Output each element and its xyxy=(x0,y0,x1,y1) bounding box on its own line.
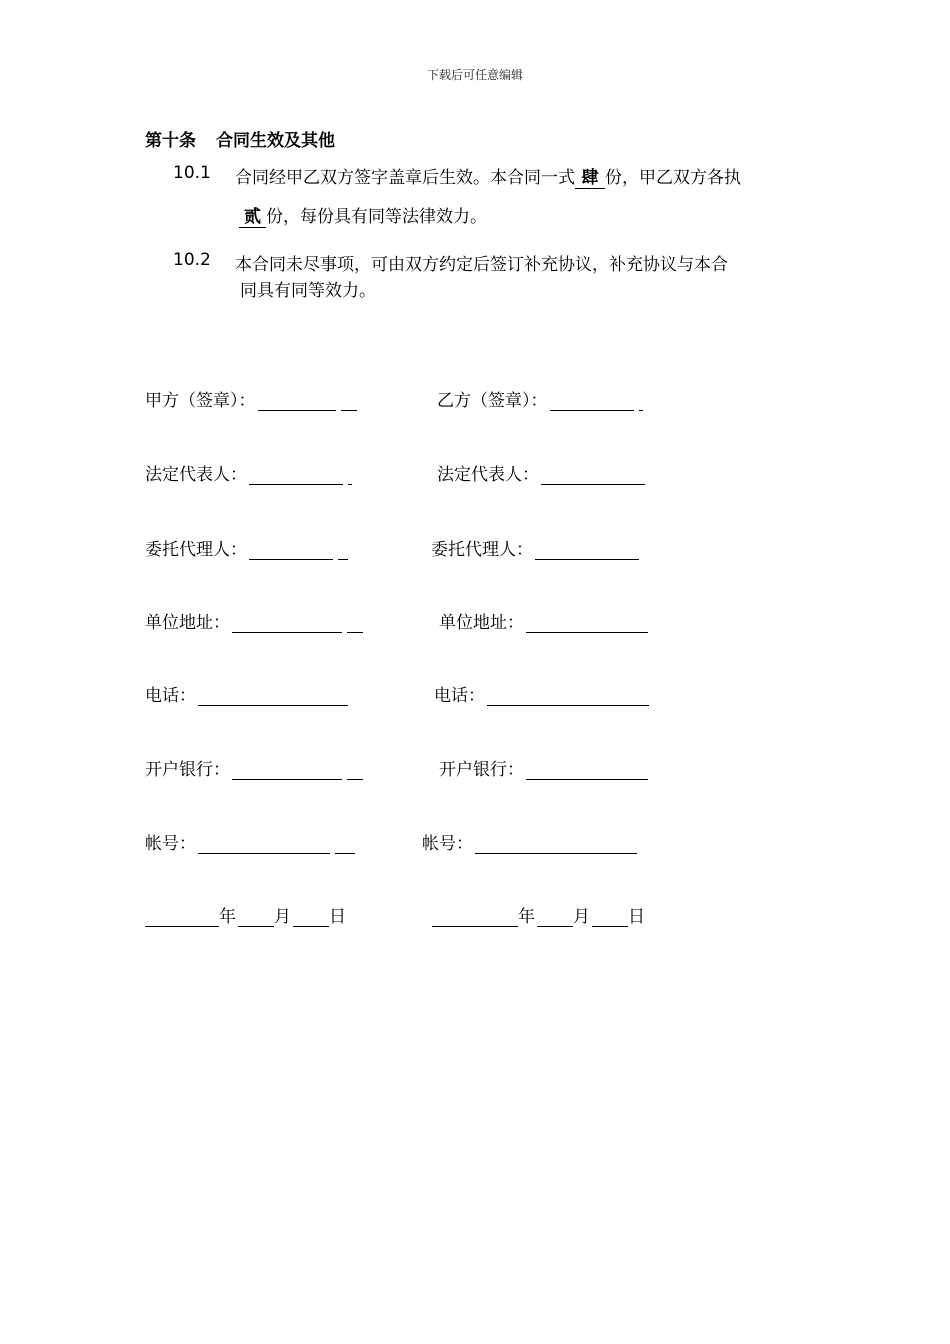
field-label: 帐号： xyxy=(145,834,196,854)
fill-line[interactable] xyxy=(258,392,336,411)
day-label: 日 xyxy=(329,907,346,927)
header-note: 下载后可任意编辑 xyxy=(426,68,523,82)
clause-number: 10.2 xyxy=(173,250,211,270)
fill-line[interactable] xyxy=(341,392,357,411)
clause-text: 本合同未尽事项，可由双方约定后签订补充协议，补充协议与本合 xyxy=(235,255,728,275)
field-label: 开户银行： xyxy=(145,760,230,780)
field-label: 甲方（签章）： xyxy=(145,391,256,411)
date-line-b xyxy=(432,902,645,927)
clause-text-line xyxy=(239,202,487,228)
fill-line[interactable] xyxy=(526,614,648,633)
fill-line[interactable] xyxy=(198,687,348,706)
article-title xyxy=(145,126,335,151)
account-field-b xyxy=(422,829,637,854)
fill-line[interactable] xyxy=(639,392,643,411)
address-field-b xyxy=(439,608,648,633)
year-label: 年 xyxy=(518,907,535,927)
legal-rep-field-a xyxy=(145,460,352,485)
clause-text: 合同经甲乙双方签字盖章后生效。本合同一式 xyxy=(235,168,575,188)
article-number: 第十条 xyxy=(145,131,196,151)
bank-field-b xyxy=(439,755,648,780)
fill-line[interactable] xyxy=(249,541,333,560)
field-label: 乙方（签章）： xyxy=(437,391,548,411)
clause-number: 10.1 xyxy=(173,163,211,183)
field-label: 电话： xyxy=(434,686,485,706)
month-fill-line[interactable] xyxy=(537,908,573,927)
field-label: 委托代理人： xyxy=(145,540,247,560)
year-label: 年 xyxy=(219,907,236,927)
clause-text: 份，每份具有同等法律效力。 xyxy=(266,207,487,227)
clause-text: 同具有同等效力。 xyxy=(240,281,376,301)
month-fill-line[interactable] xyxy=(238,908,274,927)
address-field-a xyxy=(145,608,363,633)
year-fill-line[interactable] xyxy=(432,908,518,927)
bank-field-a xyxy=(145,755,363,780)
field-label: 单位地址： xyxy=(145,613,230,633)
field-label: 电话： xyxy=(145,686,196,706)
phone-field-a xyxy=(145,681,348,706)
fill-line[interactable] xyxy=(487,687,649,706)
party-a-seal-field xyxy=(145,386,357,411)
legal-rep-field-b xyxy=(437,460,645,485)
field-label: 单位地址： xyxy=(439,613,524,633)
account-field-a xyxy=(145,829,355,854)
agent-field-a xyxy=(145,535,348,560)
month-label: 月 xyxy=(274,907,291,927)
field-label: 法定代表人： xyxy=(437,465,539,485)
fill-line[interactable] xyxy=(535,541,639,560)
field-label: 委托代理人： xyxy=(431,540,533,560)
field-label: 法定代表人： xyxy=(145,465,247,485)
day-fill-line[interactable] xyxy=(592,908,628,927)
agent-field-b xyxy=(431,535,639,560)
date-line-a xyxy=(145,902,346,927)
fill-line[interactable] xyxy=(338,541,348,560)
phone-field-b xyxy=(434,681,649,706)
fill-line[interactable] xyxy=(249,466,343,485)
party-b-seal-field xyxy=(437,386,643,411)
fill-line[interactable] xyxy=(347,614,363,633)
fill-line[interactable] xyxy=(347,761,363,780)
field-label: 帐号： xyxy=(422,834,473,854)
day-label: 日 xyxy=(628,907,645,927)
copies-total-value: 肆 xyxy=(575,169,605,189)
fill-line[interactable] xyxy=(550,392,634,411)
copies-each-value: 贰 xyxy=(239,208,266,228)
year-fill-line[interactable] xyxy=(145,908,219,927)
fill-line[interactable] xyxy=(541,466,645,485)
fill-line[interactable] xyxy=(475,835,637,854)
month-label: 月 xyxy=(573,907,590,927)
field-label: 开户银行： xyxy=(439,760,524,780)
fill-line[interactable] xyxy=(232,761,342,780)
clause-text-line xyxy=(235,163,741,189)
day-fill-line[interactable] xyxy=(293,908,329,927)
article-heading: 合同生效及其他 xyxy=(216,131,335,151)
fill-line[interactable] xyxy=(198,835,330,854)
clause-text: 份，甲乙双方各执 xyxy=(605,168,741,188)
fill-line[interactable] xyxy=(232,614,342,633)
fill-line[interactable] xyxy=(526,761,648,780)
fill-line[interactable] xyxy=(335,835,355,854)
fill-line[interactable] xyxy=(348,466,352,485)
